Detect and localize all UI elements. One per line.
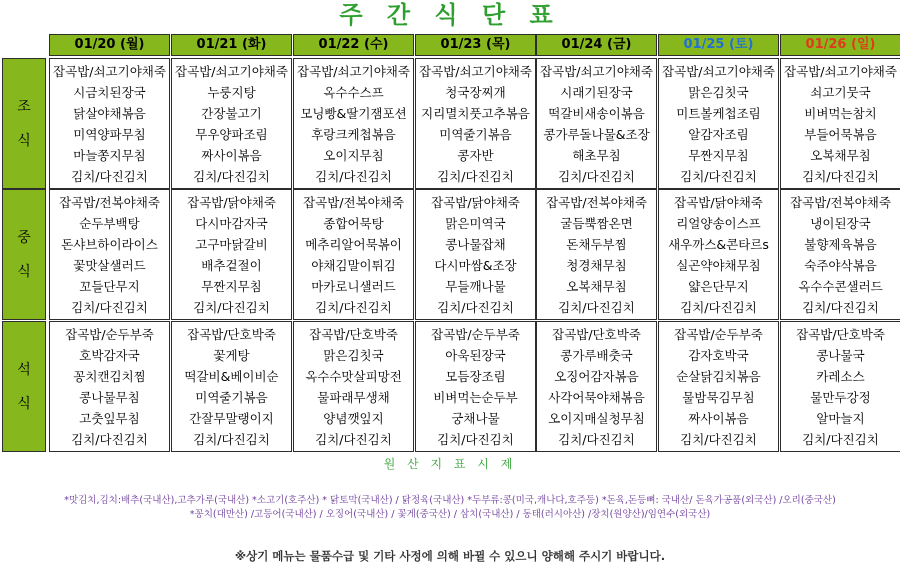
menu-item: 김치/다진김치	[802, 300, 879, 315]
menu-cell	[415, 58, 536, 189]
menu-item: 잡곡밥/순두부죽	[674, 327, 763, 342]
menu-item: 청경채무침	[566, 258, 627, 273]
menu-item: 김치/다진김치	[802, 169, 879, 184]
menu-cell	[536, 58, 657, 189]
menu-item: 물파래무생채	[317, 390, 390, 405]
menu-item: 마늘쫑지무침	[73, 148, 146, 163]
menu-item: 김치/다진김치	[802, 432, 879, 447]
menu-item: 맑은김칫국	[323, 348, 384, 363]
menu-item: 콩자반	[457, 148, 494, 163]
menu-item: 모닝빵&딸기잼포션	[300, 106, 407, 121]
menu-item: 꼬들단무지	[79, 279, 140, 294]
menu-cell	[536, 321, 657, 452]
menu-item: 오복채무침	[566, 279, 627, 294]
menu-item: 지리멸치풋고추볶음	[421, 106, 530, 121]
menu-item: 순두부백탕	[79, 216, 140, 231]
menu-item: 비벼먹는순두부	[433, 390, 518, 405]
menu-item: 김치/다진김치	[193, 432, 270, 447]
menu-item: 김치/다진김치	[315, 432, 392, 447]
day-header: 01/25 (토)	[658, 34, 779, 56]
menu-item: 알마늘지	[816, 411, 865, 426]
menu-item: 후랑크케첩볶음	[311, 127, 396, 142]
menu-cell	[293, 58, 414, 189]
menu-item: 야채김말이튀김	[311, 258, 396, 273]
menu-item: 김치/다진김치	[558, 432, 635, 447]
meal-label-char: 식	[17, 395, 31, 412]
menu-item: 잡곡밥/쇠고기야채죽	[175, 64, 288, 79]
menu-cell	[780, 189, 900, 320]
menu-item: 김치/다진김치	[71, 300, 148, 315]
meal-label-char: 식	[17, 132, 31, 149]
menu-item: 잡곡밥/순두부죽	[65, 327, 154, 342]
menu-item: 꽃게탕	[213, 348, 250, 363]
menu-item: 콩나물무침	[79, 390, 140, 405]
origin-line-1: *맛김치,김치:배추(국내산),고추가루(국내산) *소고기(호주산) * 닭토막(국내산) / 닭정육(국내산) *두부류:콩(미국,캐나다,호주등) *돈육,돈등뼈: 국내산/ 돈육가공품(외국산) /오리(중국산)	[64, 495, 836, 506]
menu-item: 누룽지탕	[207, 85, 256, 100]
menu-item: 콩나물잡채	[445, 237, 506, 252]
meal-label-char: 중	[17, 229, 31, 246]
menu-cell	[171, 189, 292, 320]
menu-item: 콩가루배춧국	[560, 348, 633, 363]
menu-item: 오이지매실청무침	[548, 411, 645, 426]
menu-item: 메추리알어묵볶이	[305, 237, 402, 252]
menu-item: 콩가루돌나물&조장	[543, 127, 650, 142]
menu-cell	[658, 321, 779, 452]
menu-item: 잡곡밥/전복야채죽	[790, 195, 891, 210]
menu-cell	[415, 189, 536, 320]
menu-item: 콩나물국	[816, 348, 865, 363]
menu-item: 무짠지무침	[688, 148, 749, 163]
menu-item: 궁채나물	[451, 411, 500, 426]
menu-item: 오이지무침	[323, 148, 384, 163]
menu-item: 옥수수콘샐러드	[798, 279, 883, 294]
menu-item: 김치/다진김치	[193, 169, 270, 184]
menu-item: 실곤약야채무침	[676, 258, 761, 273]
menu-item: 모듬장조림	[445, 369, 506, 384]
menu-item: 배추겉절이	[201, 258, 262, 273]
day-header: 01/24 (금)	[536, 34, 657, 56]
meal-label-char: 석	[17, 361, 31, 378]
menu-item: 맑은김칫국	[688, 85, 749, 100]
menu-cell	[780, 58, 900, 189]
menu-item: 미역양파무침	[73, 127, 146, 142]
menu-item: 리얼양송이스프	[676, 216, 761, 231]
menu-item: 잡곡밥/닭야채죽	[431, 195, 520, 210]
menu-item: 김치/다진김치	[558, 300, 635, 315]
menu-cell	[536, 189, 657, 320]
menu-item: 물만두강정	[810, 390, 871, 405]
menu-item: 돈채두부찜	[566, 237, 627, 252]
menu-item: 잡곡밥/단호박죽	[309, 327, 398, 342]
menu-item: 고춧잎무침	[79, 411, 140, 426]
menu-item: 김치/다진김치	[437, 169, 514, 184]
menu-item: 해초무침	[572, 148, 621, 163]
notice-text: ※상기 메뉴는 물품수급 및 기타 사정에 의해 바뀔 수 있으니 양해해 주시기 바랍니다.	[234, 549, 666, 563]
menu-item: 호박감자국	[79, 348, 140, 363]
menu-item: 시금치된장국	[73, 85, 146, 100]
menu-item: 잡곡밥/순두부죽	[431, 327, 520, 342]
menu-item: 잡곡밥/단호박죽	[187, 327, 276, 342]
menu-item: 양념깻잎지	[323, 411, 384, 426]
menu-item: 김치/다진김치	[437, 432, 514, 447]
menu-cell	[658, 189, 779, 320]
menu-item: 사각어묵야채볶음	[548, 390, 645, 405]
menu-item: 맑은미역국	[445, 216, 506, 231]
menu-item: 닭살야채볶음	[73, 106, 146, 121]
menu-item: 시래기된장국	[560, 85, 633, 100]
menu-item: 간잘무말랭이지	[189, 411, 274, 426]
menu-item: 김치/다진김치	[680, 432, 757, 447]
menu-cell	[49, 58, 170, 189]
origin-title: 원 산 지 표 시 제	[383, 457, 517, 471]
menu-item: 얇은단무지	[688, 279, 749, 294]
menu-item: 잡곡밥/쇠고기야채죽	[662, 64, 775, 79]
menu-item: 무짠지무침	[201, 279, 262, 294]
menu-item: 오복채무침	[810, 148, 871, 163]
menu-item: 굴듬뿍짬온면	[560, 216, 633, 231]
menu-item: 잡곡밥/전복야채죽	[303, 195, 404, 210]
menu-item: 잡곡밥/쇠고기야채죽	[784, 64, 897, 79]
menu-item: 냉이된장국	[810, 216, 871, 231]
meal-label	[2, 321, 46, 452]
menu-cell	[293, 321, 414, 452]
menu-cell	[780, 321, 900, 452]
menu-item: 순살닭김치볶음	[676, 369, 761, 384]
menu-item: 김치/다진김치	[71, 432, 148, 447]
menu-item: 짜사이볶음	[688, 411, 749, 426]
menu-item: 김치/다진김치	[680, 300, 757, 315]
menu-item: 잡곡밥/닭야채죽	[187, 195, 276, 210]
menu-item: 잡곡밥/쇠고기야채죽	[297, 64, 410, 79]
day-header: 01/20 (월)	[49, 34, 170, 56]
menu-item: 떡갈비&베이비순	[184, 369, 279, 384]
menu-item: 잡곡밥/전복야채죽	[59, 195, 160, 210]
menu-item: 다시마쌈&조장	[434, 258, 517, 273]
menu-item: 김치/다진김치	[71, 169, 148, 184]
menu-item: 미역줄기볶음	[439, 127, 512, 142]
menu-item: 잡곡밥/닭야채죽	[674, 195, 763, 210]
menu-item: 비벼먹는참치	[804, 106, 877, 121]
menu-item: 다시마감자국	[195, 216, 268, 231]
menu-cell	[171, 58, 292, 189]
day-header: 01/21 (화)	[171, 34, 292, 56]
menu-item: 부들어묵볶음	[804, 127, 877, 142]
menu-item: 알감자조림	[688, 127, 749, 142]
menu-item: 불향제육볶음	[804, 237, 877, 252]
menu-item: 간장불고기	[201, 106, 262, 121]
menu-cell	[293, 189, 414, 320]
menu-item: 옥수수맛살피망전	[305, 369, 402, 384]
menu-item: 김치/다진김치	[437, 300, 514, 315]
menu-item: 잡곡밥/단호박죽	[552, 327, 641, 342]
menu-item: 잡곡밥/쇠고기야채죽	[419, 64, 532, 79]
menu-item: 물밤묵김무침	[682, 390, 755, 405]
menu-item: 아욱된장국	[445, 348, 506, 363]
menu-item: 잡곡밥/쇠고기야채죽	[540, 64, 653, 79]
menu-item: 미트볼케첩조림	[676, 106, 761, 121]
menu-item: 김치/다진김치	[315, 300, 392, 315]
page-title: 주 간 식 단 표	[339, 1, 561, 29]
menu-item: 김치/다진김치	[193, 300, 270, 315]
day-header: 01/22 (수)	[293, 34, 414, 56]
meal-label	[2, 58, 46, 189]
menu-item: 오징어감자볶음	[554, 369, 639, 384]
menu-item: 김치/다진김치	[680, 169, 757, 184]
menu-item: 잡곡밥/쇠고기야채죽	[53, 64, 166, 79]
menu-item: 잡곡밥/전복야채죽	[546, 195, 647, 210]
day-header: 01/26 (일)	[780, 34, 900, 56]
menu-item: 종합어묵탕	[323, 216, 384, 231]
menu-item: 카레소스	[816, 369, 865, 384]
meal-label-char: 식	[17, 263, 31, 280]
menu-item: 새우까스&콘타르s	[668, 237, 769, 252]
menu-item: 꽃맛살샐러드	[73, 258, 146, 273]
menu-item: 돈샤브하이라이스	[61, 237, 158, 252]
menu-cell	[658, 58, 779, 189]
menu-item: 옥수수스프	[323, 85, 384, 100]
menu-item: 청국장찌개	[445, 85, 506, 100]
menu-item: 미역줄기볶음	[195, 390, 268, 405]
menu-item: 무들깨나물	[445, 279, 506, 294]
menu-item: 잡곡밥/단호박죽	[796, 327, 885, 342]
meal-label	[2, 189, 46, 320]
menu-cell	[49, 189, 170, 320]
meal-label-char: 조	[17, 98, 31, 115]
menu-item: 감자호박국	[688, 348, 749, 363]
menu-item: 고구마닭갈비	[195, 237, 268, 252]
menu-item: 떡갈비새송이볶음	[548, 106, 645, 121]
day-header: 01/23 (목)	[415, 34, 536, 56]
menu-item: 짜사이볶음	[201, 148, 262, 163]
menu-item: 김치/다진김치	[315, 169, 392, 184]
menu-cell	[415, 321, 536, 452]
menu-cell	[171, 321, 292, 452]
origin-line-2: *꽁치(대만산) /고등어(국내산) / 오징어(국내산) / 꽃게(중국산) / 삼치(국내산) / 동태(러시아산) /장치(원양산)/임연수(외국산)	[189, 509, 711, 520]
menu-item: 마카로니샐러드	[311, 279, 396, 294]
menu-item: 꽁치캔김치찜	[73, 369, 146, 384]
menu-item: 쇠고기뭇국	[810, 85, 871, 100]
menu-item: 무우양파조림	[195, 127, 268, 142]
menu-item: 김치/다진김치	[558, 169, 635, 184]
menu-cell	[49, 321, 170, 452]
menu-item: 숙주야삭볶음	[804, 258, 877, 273]
